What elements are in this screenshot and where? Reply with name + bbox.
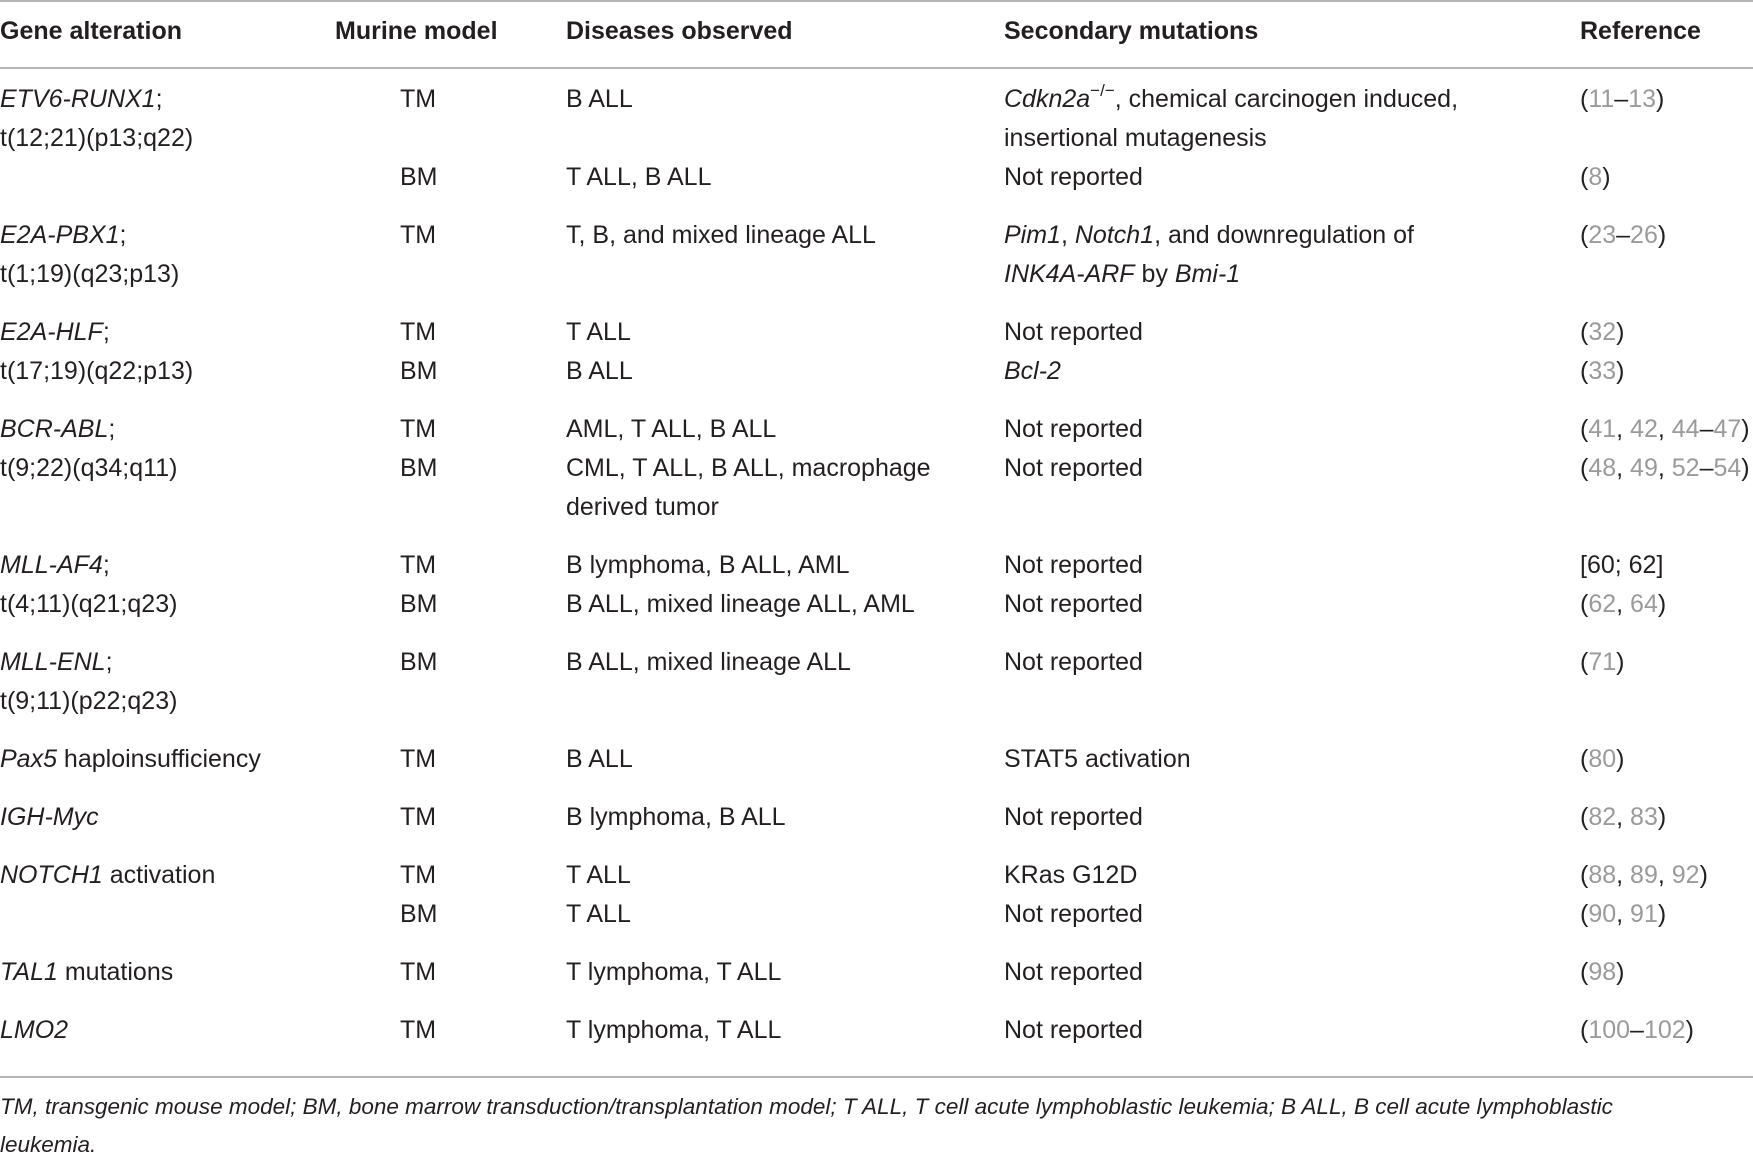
secondary-mutation-cell bbox=[1004, 895, 1143, 934]
disease-cell bbox=[566, 352, 633, 391]
secondary-mutation-cell bbox=[1004, 449, 1143, 488]
reference-link[interactable]: 80 bbox=[1588, 745, 1617, 773]
table-footnote bbox=[0, 1088, 1753, 1164]
text-run: t(9;11)(p22;q23) bbox=[0, 687, 178, 715]
disease-cell bbox=[566, 895, 631, 934]
disease-cell bbox=[566, 158, 711, 197]
gene-alteration-cell bbox=[0, 740, 261, 779]
reference-cell bbox=[1580, 856, 1708, 895]
cell-line bbox=[0, 352, 193, 391]
secondary-mutation-cell bbox=[1004, 856, 1137, 895]
disease-cell bbox=[566, 80, 633, 119]
reference-cell bbox=[1580, 80, 1664, 119]
text-run: derived tumor bbox=[566, 493, 719, 521]
italic-text: Bcl-2 bbox=[1004, 357, 1061, 385]
reference-punct: , bbox=[1616, 900, 1631, 928]
cell-line bbox=[0, 546, 177, 585]
reference-cell bbox=[1580, 953, 1624, 992]
text-run: Not reported bbox=[1004, 551, 1143, 579]
text-run: KRas G12D bbox=[1004, 861, 1138, 889]
text-run: STAT5 activation bbox=[1004, 745, 1191, 773]
reference-cell bbox=[1580, 1011, 1694, 1050]
cell-line bbox=[566, 216, 876, 255]
text-run: ; bbox=[155, 85, 163, 113]
reference-punct: – bbox=[1614, 85, 1629, 113]
gene-alteration-cell bbox=[0, 313, 193, 391]
cell-line bbox=[0, 410, 177, 449]
italic-text: Bmi-1 bbox=[1174, 260, 1241, 288]
reference-cell bbox=[1580, 546, 1663, 585]
cell-line bbox=[0, 449, 177, 488]
reference-punct: ( bbox=[1580, 85, 1589, 113]
text-run: T ALL bbox=[566, 900, 631, 928]
cell-line bbox=[1004, 740, 1191, 779]
secondary-mutation-cell bbox=[1004, 740, 1191, 779]
reference-link[interactable]: 41 bbox=[1588, 415, 1617, 443]
reference-link[interactable]: 62 bbox=[1588, 590, 1617, 618]
murine-model-cell: TM bbox=[400, 745, 437, 773]
italic-text: MLL-ENL bbox=[0, 648, 106, 676]
reference-punct: ) bbox=[1616, 745, 1625, 773]
reference-punct: , bbox=[1616, 803, 1631, 831]
secondary-mutation-cell bbox=[1004, 352, 1061, 391]
disease-cell bbox=[566, 798, 786, 837]
murine-model-cell: TM bbox=[400, 551, 437, 579]
gene-alteration-cell bbox=[0, 798, 99, 837]
reference-link[interactable]: 48 bbox=[1588, 454, 1617, 482]
cell-line bbox=[0, 313, 193, 352]
reference-cell bbox=[1580, 643, 1624, 682]
text-run: t(1;19)(q23;p13) bbox=[0, 260, 180, 288]
cell-line bbox=[0, 798, 99, 837]
text-run: T, B, and mixed lineage ALL bbox=[566, 221, 876, 249]
disease-cell bbox=[566, 740, 633, 779]
reference-punct: , bbox=[1657, 454, 1672, 482]
cell-line bbox=[1004, 798, 1143, 837]
cell-line bbox=[1004, 895, 1143, 934]
cell-line bbox=[1004, 1011, 1143, 1050]
column-header: Reference bbox=[1580, 17, 1701, 45]
reference-link[interactable]: 88 bbox=[1588, 861, 1617, 889]
text-run: ; bbox=[102, 551, 110, 579]
cell-line bbox=[1004, 255, 1414, 294]
reference-link[interactable]: 11 bbox=[1588, 85, 1615, 113]
reference-cell bbox=[1580, 798, 1666, 837]
text-run: Not reported bbox=[1004, 318, 1143, 346]
reference-punct: ( bbox=[1580, 1016, 1589, 1044]
text-run: t(4;11)(q21;q23) bbox=[0, 590, 178, 618]
cell-line bbox=[0, 740, 261, 779]
text-run: Not reported bbox=[1004, 1016, 1143, 1044]
cell-line bbox=[566, 80, 633, 119]
reference-link[interactable]: 26 bbox=[1630, 221, 1658, 249]
secondary-mutation-cell bbox=[1004, 313, 1143, 352]
text-run: CML, T ALL, B ALL, macrophage bbox=[566, 454, 931, 482]
reference-link[interactable]: 54 bbox=[1713, 454, 1742, 482]
murine-model-cell: TM bbox=[400, 958, 437, 986]
text-run: T ALL, B ALL bbox=[566, 163, 712, 191]
reference-link[interactable]: 89 bbox=[1630, 861, 1658, 889]
reference-punct: – bbox=[1630, 1016, 1644, 1044]
cell-line bbox=[566, 895, 631, 934]
murine-model-cell: BM bbox=[400, 163, 438, 191]
gene-alteration-cell bbox=[0, 643, 177, 721]
cell-line bbox=[1004, 856, 1137, 895]
text-run: T ALL bbox=[566, 861, 631, 889]
reference-punct: ( bbox=[1580, 958, 1589, 986]
reference-link[interactable]: 47 bbox=[1713, 415, 1742, 443]
italic-text: E2A-PBX1 bbox=[0, 221, 120, 249]
reference-link[interactable]: 102 bbox=[1643, 1016, 1686, 1044]
reference-link[interactable]: 32 bbox=[1588, 318, 1617, 346]
cell-line bbox=[566, 953, 781, 992]
disease-cell bbox=[566, 643, 851, 682]
secondary-mutation-cell bbox=[1004, 80, 1458, 158]
secondary-mutation-cell bbox=[1004, 585, 1143, 624]
disease-cell bbox=[566, 546, 849, 585]
cell-line bbox=[566, 313, 631, 352]
cell-line bbox=[1004, 449, 1143, 488]
secondary-mutation-cell bbox=[1004, 798, 1143, 837]
text-run: ; bbox=[108, 415, 116, 443]
cell-line bbox=[566, 546, 849, 585]
reference-punct: , bbox=[1657, 861, 1672, 889]
text-run: t(9;22)(q34;q11) bbox=[0, 454, 178, 482]
reference-punct: ) bbox=[1657, 221, 1667, 249]
reference-punct: ) bbox=[1699, 861, 1708, 889]
text-run: B ALL bbox=[566, 745, 633, 773]
text-run: AML, T ALL, B ALL bbox=[566, 415, 777, 443]
reference-link[interactable]: 91 bbox=[1630, 900, 1658, 928]
reference-link[interactable]: 23 bbox=[1588, 221, 1617, 249]
text-run: T lymphoma, T ALL bbox=[566, 1016, 782, 1044]
text-run: t(17;19)(q22;p13) bbox=[0, 357, 194, 385]
text-run: T ALL bbox=[566, 318, 631, 346]
cell-line bbox=[566, 488, 931, 527]
text-run: Not reported bbox=[1004, 803, 1143, 831]
murine-model-cell: BM bbox=[400, 900, 438, 928]
reference-punct: ) bbox=[1656, 85, 1665, 113]
murine-model-cell: BM bbox=[400, 648, 438, 676]
text-run: B ALL bbox=[566, 85, 633, 113]
text-run: B lymphoma, B ALL, AML bbox=[566, 551, 850, 579]
gene-alteration-cell bbox=[0, 546, 177, 624]
reference-cell bbox=[1580, 585, 1666, 624]
cell-line bbox=[0, 682, 177, 721]
italic-text: MLL-AF4 bbox=[0, 551, 103, 579]
cell-line bbox=[566, 643, 851, 682]
text-run: B ALL bbox=[566, 357, 633, 385]
cell-line bbox=[0, 80, 193, 119]
cell-line bbox=[1004, 313, 1143, 352]
reference-punct: ) bbox=[1616, 318, 1625, 346]
column-header: Secondary mutations bbox=[1004, 17, 1259, 45]
text-run: , chemical carcinogen induced, bbox=[1114, 85, 1459, 113]
cell-line bbox=[0, 585, 177, 624]
italic-text: Notch1 bbox=[1074, 221, 1155, 249]
murine-model-cell: TM bbox=[400, 861, 437, 889]
disease-cell bbox=[566, 585, 915, 624]
text-run: B lymphoma, B ALL bbox=[566, 803, 786, 831]
cell-line bbox=[1004, 158, 1143, 197]
disease-cell bbox=[566, 216, 876, 255]
cell-line bbox=[0, 856, 215, 895]
murine-model-cell: TM bbox=[400, 318, 437, 346]
column-header: Murine model bbox=[335, 17, 498, 45]
reference-link[interactable]: 92 bbox=[1671, 861, 1700, 889]
reference-punct: ) bbox=[1616, 958, 1625, 986]
reference-punct: – bbox=[1699, 415, 1714, 443]
text-run: activation bbox=[102, 861, 216, 889]
reference-punct: ( bbox=[1580, 163, 1589, 191]
secondary-mutation-cell bbox=[1004, 643, 1143, 682]
reference-cell bbox=[1580, 740, 1624, 779]
text-run: by bbox=[1134, 260, 1175, 288]
cell-line bbox=[0, 119, 193, 158]
reference-punct: ) bbox=[1657, 590, 1667, 618]
reference-link[interactable]: 82 bbox=[1588, 803, 1617, 831]
murine-model-cell: BM bbox=[400, 454, 438, 482]
italic-text: Pax5 bbox=[0, 745, 57, 773]
secondary-mutation-cell bbox=[1004, 546, 1143, 585]
cell-line bbox=[566, 856, 631, 895]
reference-punct: , bbox=[1657, 415, 1672, 443]
gene-alteration-cell bbox=[0, 856, 215, 895]
reference-link[interactable]: 98 bbox=[1588, 958, 1617, 986]
reference-punct: ) bbox=[1741, 454, 1750, 482]
table-rule bbox=[0, 67, 1753, 69]
reference-punct: , bbox=[1616, 454, 1631, 482]
text-run: insertional mutagenesis bbox=[1004, 124, 1267, 152]
italic-text: Cdkn2a bbox=[1004, 85, 1091, 113]
cell-line bbox=[566, 740, 633, 779]
gene-alteration-cell bbox=[0, 80, 193, 158]
cell-line bbox=[566, 449, 931, 488]
text-run: , bbox=[1060, 221, 1075, 249]
italic-text: Pim1 bbox=[1004, 221, 1061, 249]
text-run: Not reported bbox=[1004, 590, 1143, 618]
cell-line bbox=[0, 216, 179, 255]
cell-line bbox=[0, 255, 179, 294]
footnote-line: TM, transgenic mouse model; BM, bone marrow transduction/transplantation model; T ALL, T cell acute lymphoblastic leukemia; B ALL, B cell acute lymphoblastic bbox=[0, 1094, 1613, 1119]
reference-cell bbox=[1580, 895, 1666, 934]
reference-link[interactable]: 71 bbox=[1588, 648, 1617, 676]
reference-punct: ( bbox=[1580, 861, 1589, 889]
text-run: B ALL, mixed lineage ALL, AML bbox=[566, 590, 915, 618]
reference-punct: ) bbox=[1657, 900, 1667, 928]
reference-punct: ) bbox=[1616, 648, 1625, 676]
cell-line bbox=[566, 410, 776, 449]
secondary-mutation-cell bbox=[1004, 158, 1143, 197]
italic-text: ETV6-RUNX1 bbox=[0, 85, 156, 113]
text-run: ; bbox=[105, 648, 113, 676]
murine-model-cell: TM bbox=[400, 221, 437, 249]
reference-punct: , bbox=[1616, 590, 1631, 618]
murine-model-cell: BM bbox=[400, 590, 438, 618]
reference-link[interactable]: 64 bbox=[1630, 590, 1658, 618]
reference-cell bbox=[1580, 313, 1624, 352]
reference-punct: ( bbox=[1580, 745, 1589, 773]
cell-line bbox=[566, 158, 711, 197]
text-run: haploinsufficiency bbox=[56, 745, 261, 773]
italic-text: BCR-ABL bbox=[0, 415, 109, 443]
table-rule bbox=[0, 0, 1753, 2]
reference-link[interactable]: 90 bbox=[1588, 900, 1617, 928]
superscript-text: −/− bbox=[1090, 80, 1115, 100]
reference-punct: ( bbox=[1580, 648, 1589, 676]
murine-model-cell: TM bbox=[400, 85, 437, 113]
cell-line bbox=[566, 1011, 781, 1050]
text-run: Not reported bbox=[1004, 454, 1143, 482]
italic-text: TAL1 bbox=[0, 958, 58, 986]
reference-punct: ( bbox=[1580, 590, 1589, 618]
cell-line bbox=[1004, 216, 1414, 255]
reference-punct: ( bbox=[1580, 415, 1589, 443]
cell-line bbox=[1004, 546, 1143, 585]
text-run: Not reported bbox=[1004, 415, 1143, 443]
cell-line bbox=[0, 643, 177, 682]
reference-link[interactable]: 8 bbox=[1588, 163, 1603, 191]
reference-punct: – bbox=[1699, 454, 1714, 482]
text-run: B ALL, mixed lineage ALL bbox=[566, 648, 851, 676]
reference-punct: , bbox=[1616, 861, 1631, 889]
murine-model-cell: TM bbox=[400, 415, 437, 443]
cell-line bbox=[566, 798, 786, 837]
italic-text: E2A-HLF bbox=[0, 318, 103, 346]
text-run: T lymphoma, T ALL bbox=[566, 958, 782, 986]
cell-line bbox=[1004, 80, 1458, 119]
reference-punct: – bbox=[1616, 221, 1631, 249]
cell-line bbox=[0, 953, 173, 992]
reference-punct: ) bbox=[1616, 357, 1625, 385]
text-run: , and downregulation of bbox=[1154, 221, 1415, 249]
reference-link[interactable]: 83 bbox=[1630, 803, 1658, 831]
cell-line bbox=[566, 352, 633, 391]
reference-punct: ) bbox=[1685, 1016, 1694, 1044]
cell-line bbox=[566, 585, 915, 624]
reference-punct: [60; 62] bbox=[1580, 551, 1664, 579]
italic-text: LMO2 bbox=[0, 1016, 69, 1044]
text-run: t(12;21)(p13;q22) bbox=[0, 124, 194, 152]
text-run: Not reported bbox=[1004, 648, 1143, 676]
text-run: ; bbox=[102, 318, 110, 346]
column-header: Diseases observed bbox=[566, 17, 793, 45]
disease-cell bbox=[566, 410, 776, 449]
reference-link[interactable]: 100 bbox=[1588, 1016, 1631, 1044]
reference-cell bbox=[1580, 158, 1611, 197]
secondary-mutation-cell bbox=[1004, 410, 1143, 449]
cell-line bbox=[1004, 119, 1458, 158]
reference-punct: ) bbox=[1741, 415, 1750, 443]
reference-link[interactable]: 33 bbox=[1588, 357, 1617, 385]
secondary-mutation-cell bbox=[1004, 216, 1414, 294]
reference-punct: ( bbox=[1580, 454, 1589, 482]
text-run: ; bbox=[119, 221, 127, 249]
reference-link[interactable]: 49 bbox=[1630, 454, 1658, 482]
italic-text: NOTCH1 bbox=[0, 861, 103, 889]
gene-alteration-cell bbox=[0, 410, 177, 488]
gene-alteration-cell bbox=[0, 953, 173, 992]
gene-alteration-cell bbox=[0, 216, 179, 294]
reference-cell bbox=[1580, 216, 1666, 255]
text-run: Not reported bbox=[1004, 958, 1143, 986]
reference-punct: ) bbox=[1657, 803, 1667, 831]
text-run: mutations bbox=[57, 958, 174, 986]
disease-cell bbox=[566, 313, 631, 352]
gene-alteration-cell bbox=[0, 1011, 68, 1050]
disease-cell bbox=[566, 856, 631, 895]
reference-cell bbox=[1580, 449, 1750, 488]
reference-cell bbox=[1580, 410, 1750, 449]
reference-link[interactable]: 42 bbox=[1630, 415, 1658, 443]
reference-punct: ( bbox=[1580, 803, 1589, 831]
text-run: Not reported bbox=[1004, 163, 1143, 191]
reference-link[interactable]: 44 bbox=[1671, 415, 1700, 443]
reference-link[interactable]: 13 bbox=[1628, 85, 1656, 113]
reference-punct: ( bbox=[1580, 900, 1589, 928]
cell-line bbox=[0, 1011, 68, 1050]
reference-punct: ( bbox=[1580, 357, 1589, 385]
italic-text: IGH-Myc bbox=[0, 803, 99, 831]
cell-line bbox=[1004, 643, 1143, 682]
murine-model-cell: BM bbox=[400, 357, 438, 385]
reference-punct: ) bbox=[1602, 163, 1611, 191]
table-rule bbox=[0, 1076, 1753, 1078]
secondary-mutation-cell bbox=[1004, 953, 1143, 992]
secondary-mutation-cell bbox=[1004, 1011, 1143, 1050]
reference-punct: , bbox=[1616, 415, 1631, 443]
murine-model-cell: TM bbox=[400, 1016, 437, 1044]
reference-punct: ( bbox=[1580, 221, 1589, 249]
italic-text: INK4A-ARF bbox=[1004, 260, 1135, 288]
reference-cell bbox=[1580, 352, 1624, 391]
column-header: Gene alteration bbox=[0, 17, 182, 45]
cell-line bbox=[1004, 352, 1061, 391]
cell-line bbox=[1004, 953, 1143, 992]
reference-punct: ( bbox=[1580, 318, 1589, 346]
disease-cell bbox=[566, 953, 781, 992]
text-run: Not reported bbox=[1004, 900, 1143, 928]
cell-line bbox=[1004, 585, 1143, 624]
disease-cell bbox=[566, 1011, 781, 1050]
disease-cell bbox=[566, 449, 931, 527]
footnote-line: leukemia. bbox=[0, 1132, 97, 1157]
murine-model-cell: TM bbox=[400, 803, 437, 831]
reference-link[interactable]: 52 bbox=[1671, 454, 1700, 482]
cell-line bbox=[1004, 410, 1143, 449]
